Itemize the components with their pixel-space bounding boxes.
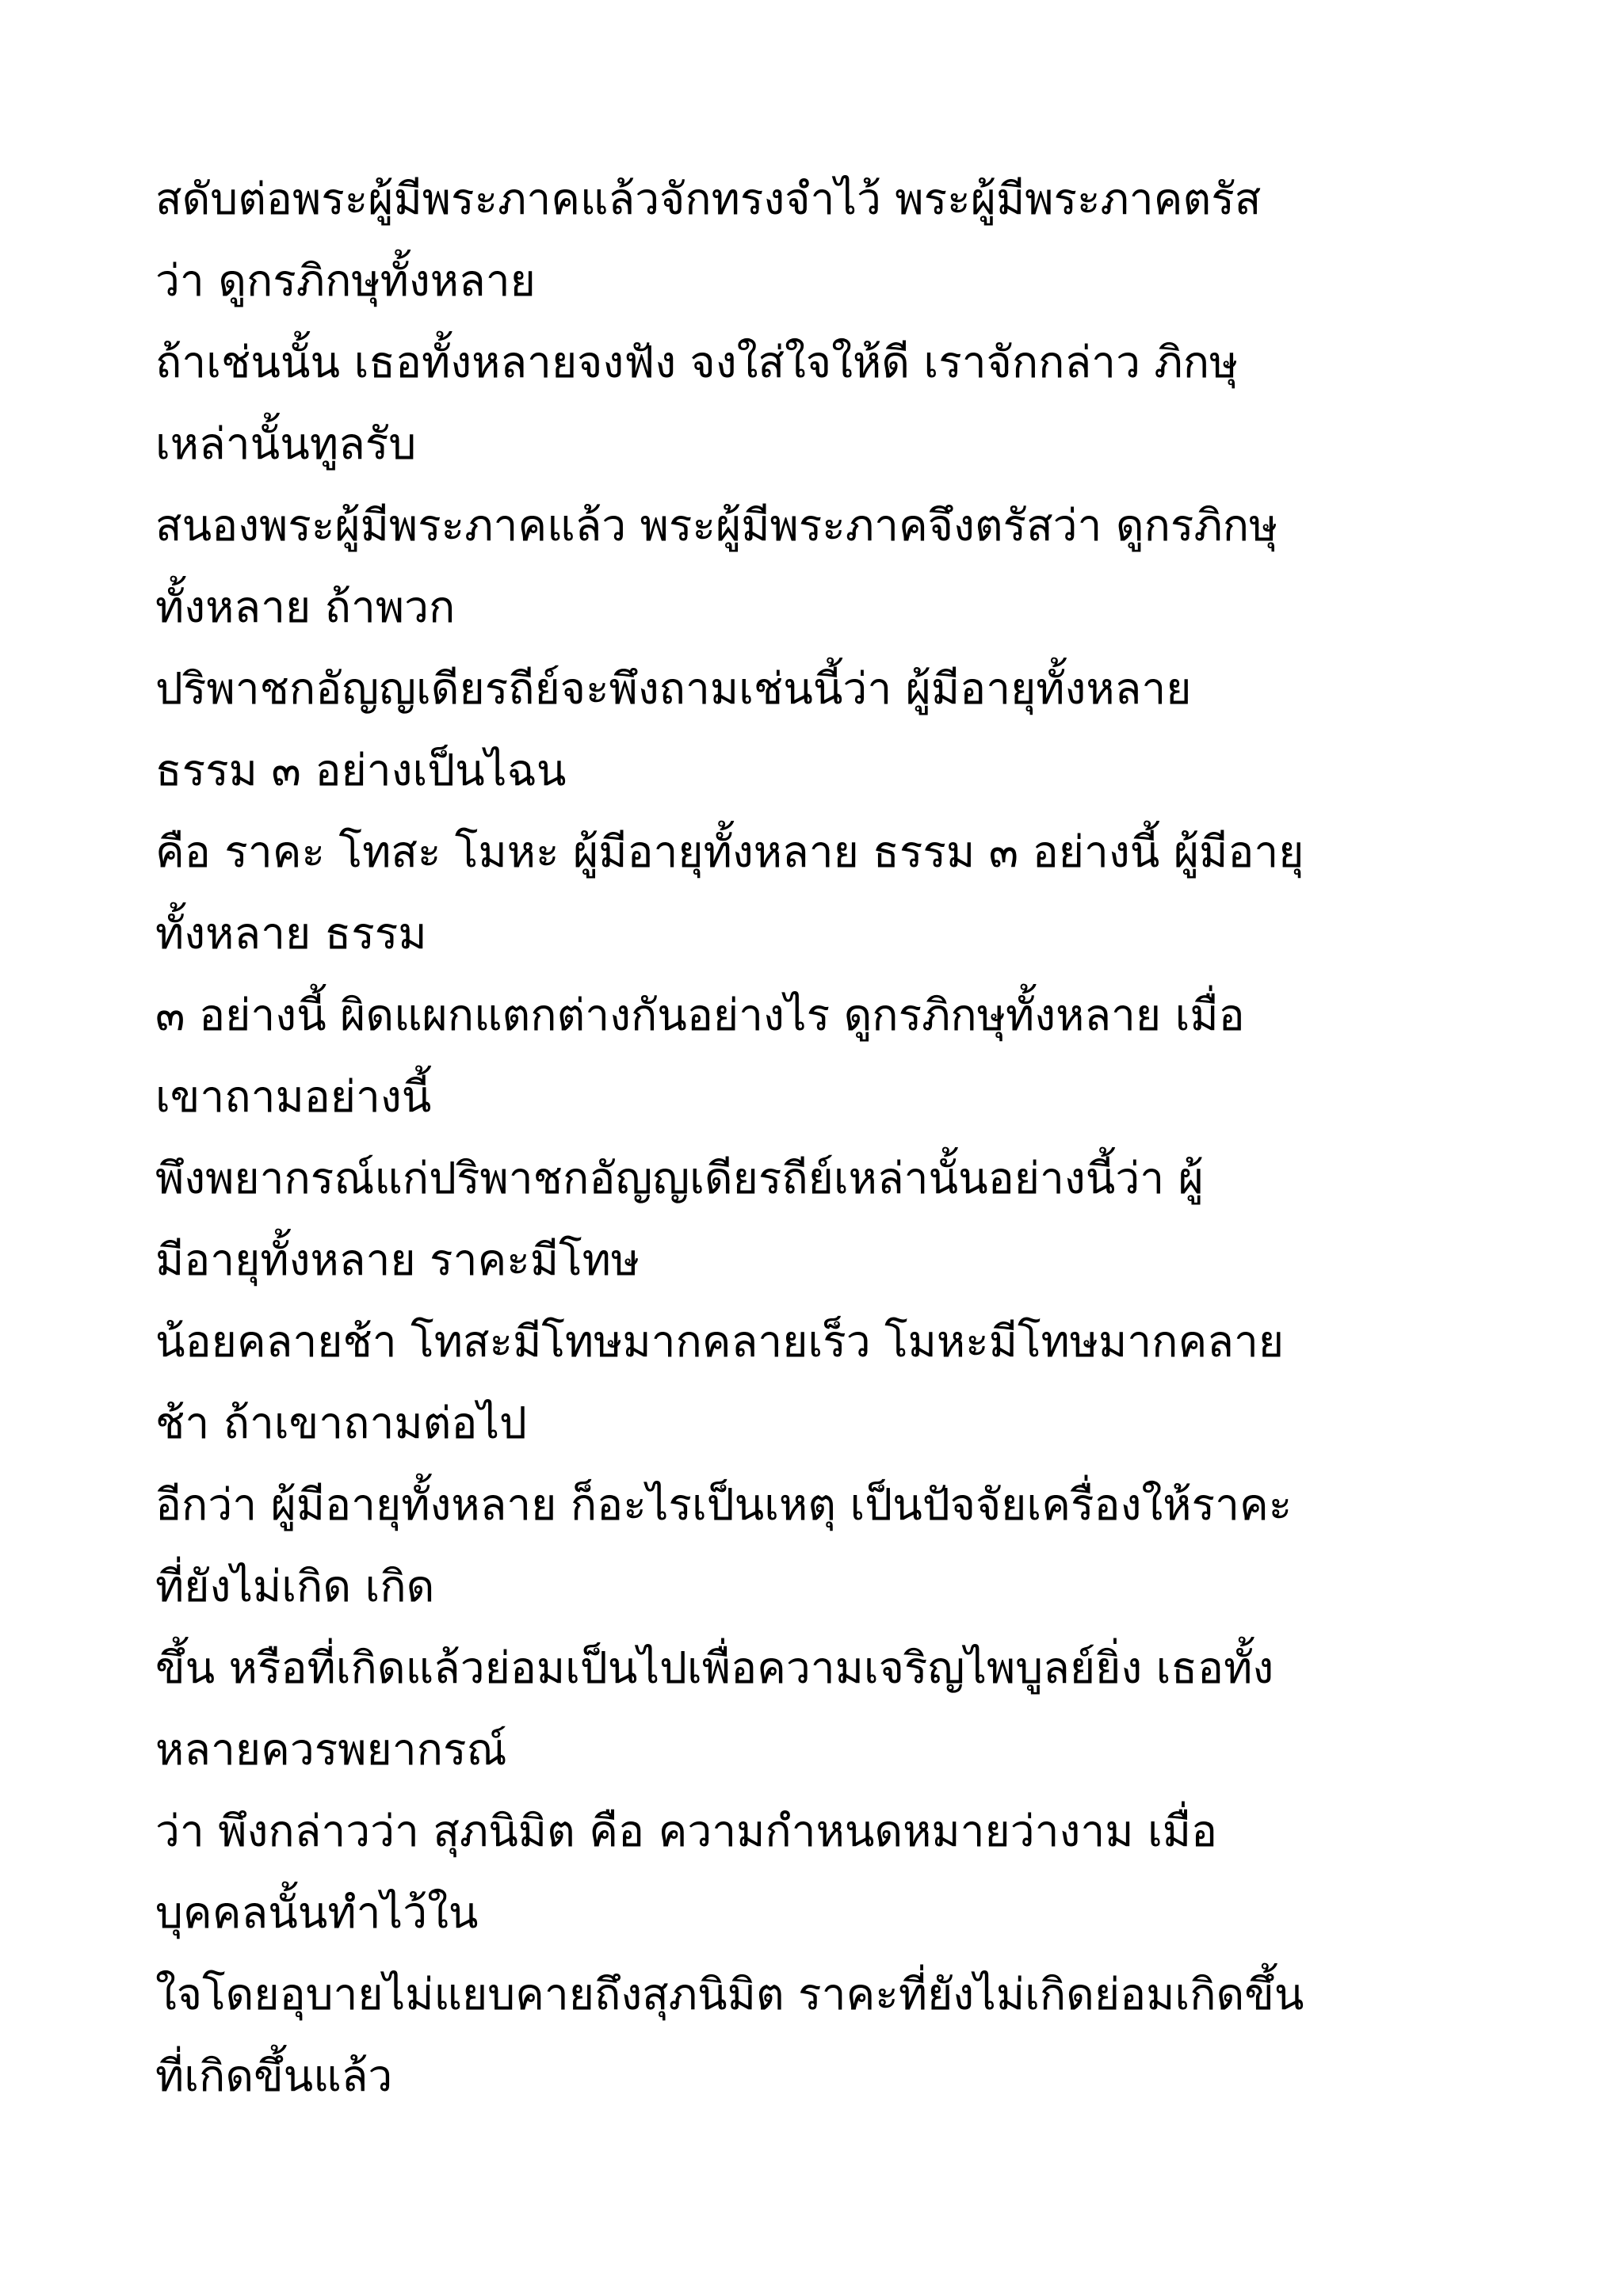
text-line: ทั้งหลาย ธรรม bbox=[155, 908, 427, 959]
text-line: บุคคลนั้นทำไว้ใน bbox=[155, 1887, 479, 1938]
text-line: ที่ยังไม่เกิด เกิด bbox=[155, 1561, 435, 1611]
text-line: ปริพาชกอัญญเดียรถีย์จะพึงถามเช่นนี้ว่า ผู้มีอายุทั้งหลาย bbox=[155, 663, 1192, 714]
text-line: ช้า ถ้าเขาถามต่อไป bbox=[155, 1398, 527, 1448]
text-line: มีอายุทั้งหลาย ราคะมีโทษ bbox=[155, 1234, 640, 1285]
text-line: น้อยคลายช้า โทสะมีโทษมากคลายเร็ว โมหะมีโทษมากคลาย bbox=[155, 1316, 1285, 1367]
text-line: คือ ราคะ โทสะ โมหะ ผู้มีอายุทั้งหลาย ธรรม ๓ อย่างนี้ ผู้มีอายุ bbox=[155, 826, 1304, 877]
text-line: ธรรม ๓ อย่างเป็นไฉน bbox=[155, 745, 567, 795]
text-line: ใจโดยอุบายไม่แยบคายถึงสุภนิมิต ราคะที่ยังไม่เกิดย่อมเกิดขึ้น bbox=[155, 1969, 1304, 2019]
text-line: พึงพยากรณ์แก่ปริพาชกอัญญเดียรถีย์เหล่านั้นอย่างนี้ว่า ผู้ bbox=[155, 1153, 1204, 1203]
text-line: ๓ อย่างนี้ ผิดแผกแตกต่างกันอย่างไร ดูกรภิกษุทั้งหลาย เมื่อ bbox=[155, 990, 1245, 1040]
document-body bbox=[155, 158, 1518, 2117]
text-line: ทั้งหลาย ถ้าพวก bbox=[155, 582, 456, 632]
text-line: สนองพระผู้มีพระภาคแล้ว พระผู้มีพระภาคจึงตรัสว่า ดูกรภิกษุ bbox=[155, 500, 1278, 551]
text-line: อีกว่า ผู้มีอายุทั้งหลาย ก็อะไรเป็นเหตุ เป็นปัจจัยเครื่องให้ราคะ bbox=[155, 1479, 1293, 1530]
text-line: เขาถามอย่างนี้ bbox=[155, 1071, 432, 1122]
text-line: สดับต่อพระผู้มีพระภาคแล้วจักทรงจำไว้ พระผู้มีพระภาคตรัส bbox=[155, 174, 1262, 224]
text-line: ขึ้น หรือที่เกิดแล้วย่อมเป็นไปเพื่อความเจริญไพบูลย์ยิ่ง เธอทั้ง bbox=[155, 1642, 1274, 1693]
text-line: ถ้าเช่นนั้น เธอทั้งหลายจงฟัง จงใส่ใจให้ดี เราจักกล่าว ภิกษุ bbox=[155, 337, 1239, 387]
text-line: หลายควรพยากรณ์ bbox=[155, 1724, 507, 1775]
text-line: ที่เกิดขึ้นแล้ว bbox=[155, 2050, 393, 2101]
text-line: เหล่านั้นทูลรับ bbox=[155, 418, 417, 469]
text-line: ว่า พึงกล่าวว่า สุภนิมิต คือ ความกำหนดหมายว่างาม เมื่อ bbox=[155, 1806, 1218, 1856]
text-line: ว่า ดูกรภิกษุทั้งหลาย bbox=[155, 255, 536, 306]
